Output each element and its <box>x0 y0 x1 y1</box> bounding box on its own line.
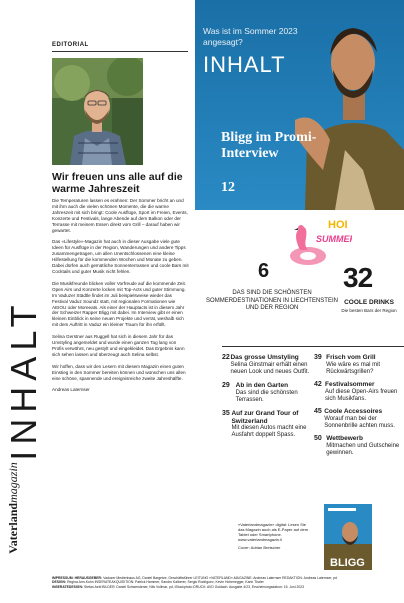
toc-desc: Mitmachen und Gutscheine gewinnen. <box>326 442 400 457</box>
hero-page-number: 12 <box>221 180 235 195</box>
toc-title: Das grosse Umstyling <box>230 354 299 361</box>
toc-title: Ab in den Garten <box>235 382 289 390</box>
cover-caption-text: «Vaterlandmagazin» digital: Lesen Sie das Magazin auch als E-Paper auf dem Tablet oder Smartphone. www.vaterlandmagazin.li <box>238 522 309 542</box>
toc-desc: Wie wäre es mal mit Rückwärtsgrillen? <box>326 361 381 375</box>
feature-left-text[interactable]: DAS SIND DIE SCHÖNSTEN SOMMERDESTINATIONEN IN LIECHTENSTEIN UND DER REGION <box>206 290 338 311</box>
cover-credit: Cover: Adrian Bretscher <box>238 545 281 550</box>
toc-desc: Das sind die schönsten Terrassen. <box>235 389 298 403</box>
toc-page: 22 <box>222 354 230 361</box>
footer-text: Vaduzer Medienhaus AG, Daniel Bargetze, Geschäftsführer LEITUNG «VATERLAND»-MAGAZINE: Andreas Laternser REDAKTION: Andreas Laternser, pd <box>103 576 337 580</box>
cover-caption <box>238 522 310 550</box>
editorial-signature: Andreas Laternser <box>52 387 90 393</box>
feature-right-title[interactable]: COOLE DRINKS <box>344 299 394 306</box>
cover-thumb-text: BLIGG <box>330 557 365 569</box>
footer-text: Stefan Aebi BILDER: Daniel Schwendener, Nils Vollmar, pd, iStockphoto DRUCK: AVD Goldach. Ausgabe 4/23, Erscheinungsdatum: 15. Juni 2023 <box>83 584 305 589</box>
feature-right-number: 32 <box>343 262 373 293</box>
vertical-title: INHALT <box>3 299 44 461</box>
toc-title: Wettbewerb <box>326 435 363 443</box>
toc-desc: Auf diese Open-Airs freuen sich Musikfans. <box>324 388 398 402</box>
toc-item[interactable] <box>314 408 404 430</box>
toc-divider <box>222 346 404 347</box>
toc-page: 50 <box>314 435 322 443</box>
footer-text: Regina Ann-Kuhn INSERATEAKQUISITION: Patrick Hammer, Sandro Kalberer, Sergio Rodriguez, Kevin Hohenegger, Karin Thaler <box>67 580 264 585</box>
toc-page: 35 <box>222 410 230 418</box>
footer-label: IMPRESSUM: HERAUSGEBER: <box>52 576 103 580</box>
toc-page: 42 <box>314 381 322 389</box>
brand-part1: Vaterland <box>6 502 20 554</box>
editorial-paragraph: Wir hoffen, dass wir den Lesern mit diesem Magazin einen guten Einstieg in den Sommer bereiten können und wünschen uns allen eine schöne, spannende und ereignisreiche zweite Jahreshälfte. <box>52 363 186 381</box>
cover-thumbnail[interactable] <box>324 504 372 570</box>
toc-item[interactable] <box>222 382 314 404</box>
feature-right-text: Die besten Bars der Region <box>341 308 397 313</box>
feature-left-number: 6 <box>258 260 270 282</box>
footer-label: DESIGN: <box>52 580 67 585</box>
toc-item[interactable] <box>314 381 404 403</box>
footer-line <box>52 585 404 589</box>
toc-desc: Worauf man bei der Sonnenbrille achten muss. <box>324 415 395 429</box>
footer-label: INSERATEDESIGN: <box>52 584 84 589</box>
toc-title: Frisch vom Grill <box>326 354 376 361</box>
hero-question: Was ist im Sommer 2023 angesagt? <box>203 26 298 47</box>
toc-left-column <box>222 354 314 440</box>
editorial-headline: Wir freuen uns alle auf die warme Jahreszeit <box>52 171 183 195</box>
toc-desc: Mit diesen Autos macht eine Ausfahrt doppelt Spass. <box>231 425 307 439</box>
toc-item[interactable] <box>314 435 404 457</box>
toc-page: 29 <box>222 382 230 390</box>
sticker-text <box>316 219 352 244</box>
toc-item[interactable] <box>222 410 314 440</box>
toc-title: Coole Accessoires <box>324 408 383 416</box>
editorial-paragraph: Die Musikfreunde blicken voller Vorfreude auf die kommende Zeit. Open Airs und Konzerte locken mit Top-Acts und guter Stimmung. Im Vaduzer Städtle findet im Juli beispielsweise wieder das Festival Vaduz Soundz statt, mit regionalen Formationen wie AEIOU oder Moreeats. Als einer der Hauptacts ist in diesem Jahr der Schweizer Rapper Bligg mit dabei. Im Interview gibt er einen kleinen Einblick in seine neuen Projekte und verrät, weshalb sich mit dem Auftritt in Vaduz ein kleiner Traum für ihn erfüllt. <box>52 280 187 328</box>
toc-desc: Selina Ginstmair erhält einen neuen Look und neues Outfit. <box>230 361 310 375</box>
sticker-hoi: HOI <box>328 219 348 231</box>
editorial-rule <box>52 51 188 52</box>
editorial-body <box>52 198 189 399</box>
sticker-summer: SUMMER <box>316 234 352 244</box>
editor-portrait <box>52 58 143 165</box>
editorial-paragraph: Selina Gerstner aus Ruggell hat sich in diesem Jahr für das Umstyling angemeldet und wurde einen ganzen Tag lang von Profis verwöhnt, neu gestylt und eingekleidet. Das Ergebnis kann sich sehen lassen und überzeugt auch Selina selbst. <box>52 334 185 357</box>
toc-page: 45 <box>314 408 322 416</box>
editorial-paragraph: Die Temperaturen lassen es erahnen: Der Sommer bricht an und mit ihm auch die vielen schönen Momente, die die warme Jahreszeit mit sich bringt: Coole Ausflüge, Sport im Freien, Events, Konzerte und Festivals, lange Abende auf dem Balkon oder der Terrasse mit meinem Essen direkt vom Grill – darauf haben wir gewartet. <box>52 198 188 233</box>
toc-right-column <box>314 354 404 457</box>
hero-title: INHALT <box>203 52 286 77</box>
toc-item[interactable] <box>222 354 314 376</box>
toc-title: Auf zur Grand Tour of Switzerland <box>231 410 299 425</box>
toc-title: Festivalsommer <box>324 381 375 389</box>
toc-page: 39 <box>314 354 322 361</box>
hero-subtitle[interactable]: Bligg im Promi-Interview <box>221 130 317 161</box>
editorial-label: EDITORIAL <box>52 42 89 48</box>
toc-item[interactable] <box>314 354 404 376</box>
brand-logo <box>5 433 21 583</box>
impressum-footer <box>52 576 404 589</box>
brand-part2: magazin <box>6 462 20 503</box>
editorial-paragraph: Das «Lifestyle»-Magazin hat auch in dieser Ausgabe viele gute Ideen für Ausflüge in der Region, Wanderungen und andere Tipps zusammengetragen, um allen Unentschlossenen eine kleine Hilfestellung für die kommenden Wochen und Monate zu geben. Dabei dürfen auch gemütliche Sonnenterrassen und coole Bars mit Cocktails und guter Musik nicht fehlen. <box>52 239 189 274</box>
